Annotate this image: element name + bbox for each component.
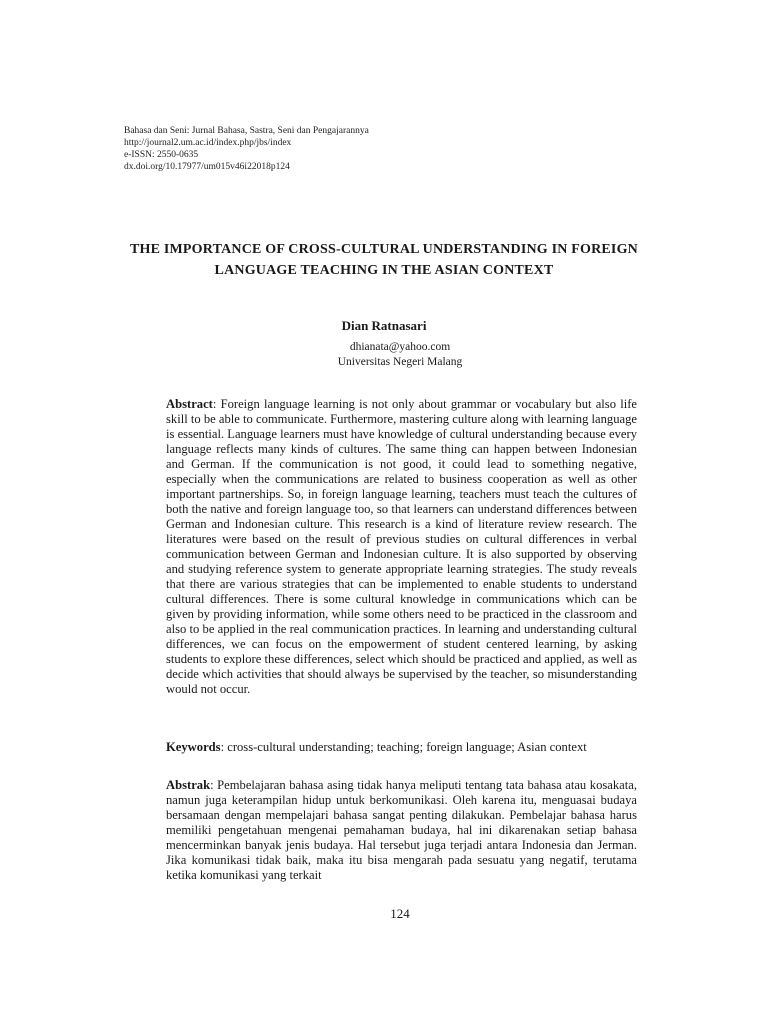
abstract-label: Abstract (166, 397, 213, 411)
abstrak-label: Abstrak (166, 778, 211, 792)
journal-issn: e-ISSN: 2550-0635 (124, 150, 199, 160)
paper-title: THE IMPORTANCE OF CROSS-CULTURAL UNDERSTANDING IN FOREIGN LANGUAGE TEACHING IN THE ASIAN CONTEXT (130, 242, 638, 278)
abstract-indonesian (166, 778, 637, 883)
page-number: 124 (390, 906, 410, 921)
abstrak-text: : Pembelajaran bahasa asing tidak hanya meliputi tentang tata bahasa atau kosakata, namun juga keterampilan hidup untuk berkomunikasi. Oleh karena itu, menguasai budaya bersamaan dengan mempelajari bahasa sangat penting dilakukan. Pembelajar bahasa harus memiliki pengetahuan mengenai pemahaman budaya, hal ini dikarenakan setiap bahasa mencerminkan banyak jenis budaya. Hal tersebut juga terjadi antara Indonesia dan Jerman. Jika komunikasi tidak baik, maka itu bisa mengarah pada sesuatu yang negatif, terutama ketika komunikasi yang terkait (166, 778, 637, 882)
keywords (166, 740, 637, 755)
author-name: Dian Ratnasari (341, 318, 427, 333)
author-affiliation (0, 340, 768, 370)
author-institution: Universitas Negeri Malang (337, 356, 463, 368)
journal-doi: dx.doi.org/10.17977/um015v46i22018p124 (124, 162, 290, 172)
journal-url: http://journal2.um.ac.id/index.php/jbs/index (124, 138, 292, 148)
abstract-text: : Foreign language learning is not only about grammar or vocabulary but also life skill to be able to communicate. Furthermore, mastering culture along with learning language is essential. Language learners must have knowledge of cultural understanding because every language reflects many kinds of cultures. The same thing can happen between Indonesian and German. If the communication is not good, it could lead to something negative, especially when the communications are related to business cooperation as well as other important partnerships. So, in foreign language learning, teachers must teach the cultures of both the native and foreign language too, so that learners can understand differences between German and Indonesian culture. This research is a kind of literature review research. The literatures were based on the result of previous studies on cultural differences in verbal communication between German and Indonesian culture. It is also supported by observing and studying reference system to generate appropriate learning strategies. The study reveals that there are various strategies that can be implemented to enable students to understand cultural differences. There is some cultural knowledge in communications which can be given by providing information, while some others need to be practiced in the classroom and also to be applied in the real communication practices. In learning and understanding cultural differences, we can focus on the empowerment of student centered learning, by asking students to explore these differences, select which should be practiced and applied, as well as decide which activities that should always be supervised by the teacher, so misunderstanding would not occur. (166, 397, 637, 696)
journal-name: Bahasa dan Seni: Jurnal Bahasa, Sastra, Seni dan Pengajarannya (124, 126, 369, 136)
abstract-english (166, 397, 637, 697)
author-email: dhianata@yahoo.com (349, 341, 451, 353)
keywords-label: Keywords (166, 740, 221, 754)
keywords-text: : cross-cultural understanding; teaching; foreign language; Asian context (220, 740, 587, 754)
journal-header (124, 125, 369, 173)
